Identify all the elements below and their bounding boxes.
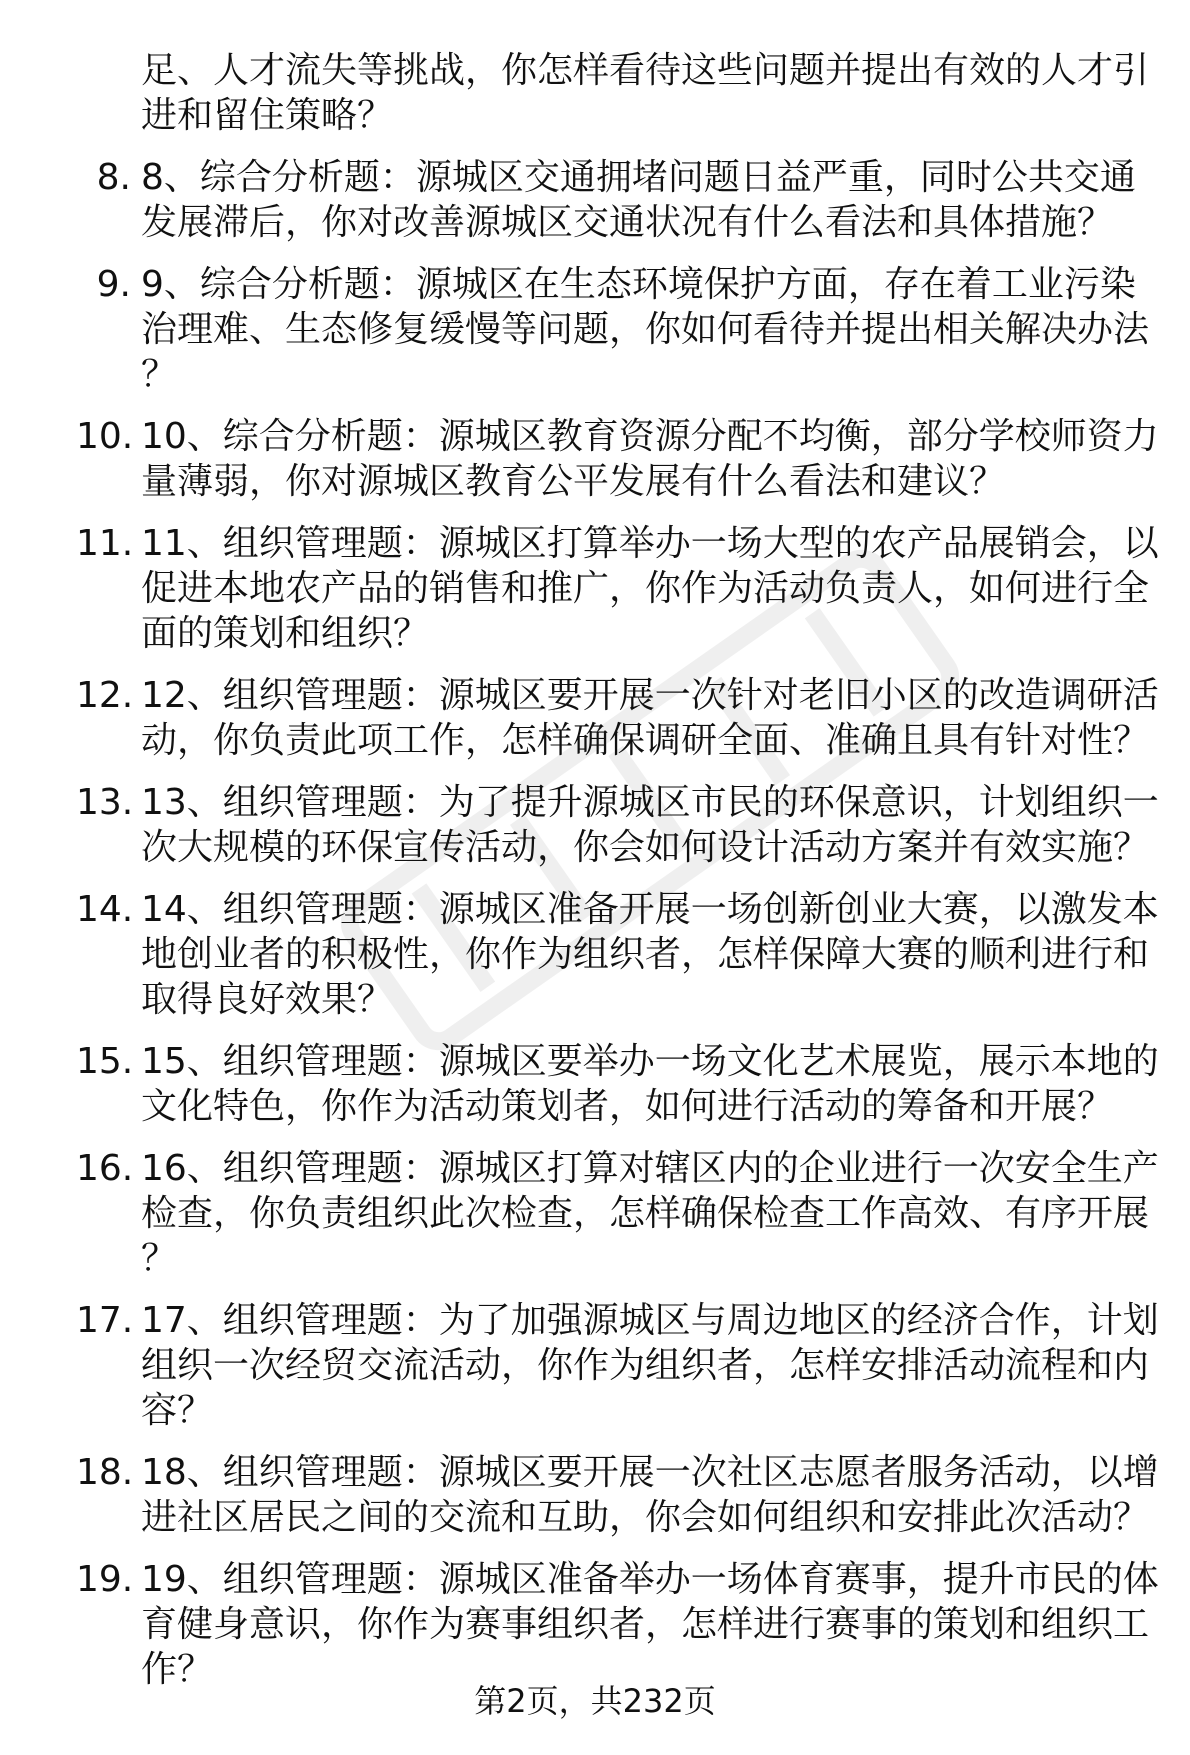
item-text: 13、组织管理题：为了提升源城区市民的环保意识，计划组织一次大规模的环保宣传活动，你会如何设计活动方案并有效实施？ (141, 782, 1159, 868)
item-number: 11. (76, 523, 134, 564)
list-item (76, 1146, 1161, 1281)
item-text: 17、组织管理题：为了加强源城区与周边地区的经济合作，计划组织一次经贸交流活动，你作为组织者，怎样安排活动流程和内容？ (141, 1300, 1159, 1431)
question-list (76, 48, 1161, 1709)
list-item (76, 262, 1161, 397)
item-number: 8. (96, 157, 131, 198)
item-text: 15、组织管理题：源城区要举办一场文化艺术展览，展示本地的文化特色，你作为活动策划者，如何进行活动的筹备和开展？ (141, 1041, 1159, 1127)
item-number: 12. (76, 675, 134, 716)
list-item (76, 1298, 1161, 1433)
item-number: 13. (76, 782, 134, 823)
item-number: 19. (76, 1559, 134, 1600)
item-number: 9. (96, 264, 131, 305)
item-text: 9、综合分析题：源城区在生态环境保护方面，存在着工业污染治理难、生态修复缓慢等问题，你如何看待并提出相关解决办法？ (141, 264, 1150, 395)
list-item (76, 887, 1161, 1022)
list-item (76, 155, 1161, 245)
list-item (76, 673, 1161, 763)
item-text: 12、组织管理题：源城区要开展一次针对老旧小区的改造调研活动，你负责此项工作，怎样确保调研全面、准确且具有针对性？ (141, 675, 1159, 761)
item-number: 17. (76, 1300, 134, 1341)
item-text: 8、综合分析题：源城区交通拥堵问题日益严重，同时公共交通发展滞后，你对改善源城区交通状况有什么看法和具体措施？ (141, 157, 1136, 243)
list-item (76, 780, 1161, 870)
item-text: 16、组织管理题：源城区打算对辖区内的企业进行一次安全生产检查，你负责组织此次检查，怎样确保检查工作高效、有序开展？ (141, 1148, 1159, 1279)
item-text: 14、组织管理题：源城区准备开展一场创新创业大赛，以激发本地创业者的积极性，你作为组织者，怎样保障大赛的顺利进行和取得良好效果？ (141, 889, 1159, 1020)
item-text: 19、组织管理题：源城区准备举办一场体育赛事，提升市民的体育健身意识，你作为赛事组织者，怎样进行赛事的策划和组织工作？ (141, 1559, 1159, 1690)
item-number: 15. (76, 1041, 134, 1082)
list-item (76, 414, 1161, 504)
list-item (76, 1039, 1161, 1129)
continued-question-text: 足、人才流失等挑战，你怎样看待这些问题并提出有效的人才引进和留住策略？ (141, 50, 1150, 136)
item-text: 11、组织管理题：源城区打算举办一场大型的农产品展销会，以促进本地农产品的销售和推广，你作为活动负责人，如何进行全面的策划和组织？ (141, 523, 1159, 654)
item-number: 18. (76, 1452, 134, 1493)
item-number: 16. (76, 1148, 134, 1189)
item-text: 10、综合分析题：源城区教育资源分配不均衡，部分学校师资力量薄弱，你对源城区教育公平发展有什么看法和建议？ (141, 416, 1159, 502)
item-number: 14. (76, 889, 134, 930)
page-footer: 第2页，共232页 (474, 1682, 716, 1720)
list-item (76, 1450, 1161, 1540)
item-number: 10. (76, 416, 134, 457)
item-text: 18、组织管理题：源城区要开展一次社区志愿者服务活动，以增进社区居民之间的交流和互助，你会如何组织和安排此次活动？ (141, 1452, 1159, 1538)
list-item (76, 1557, 1161, 1692)
list-item (76, 521, 1161, 656)
